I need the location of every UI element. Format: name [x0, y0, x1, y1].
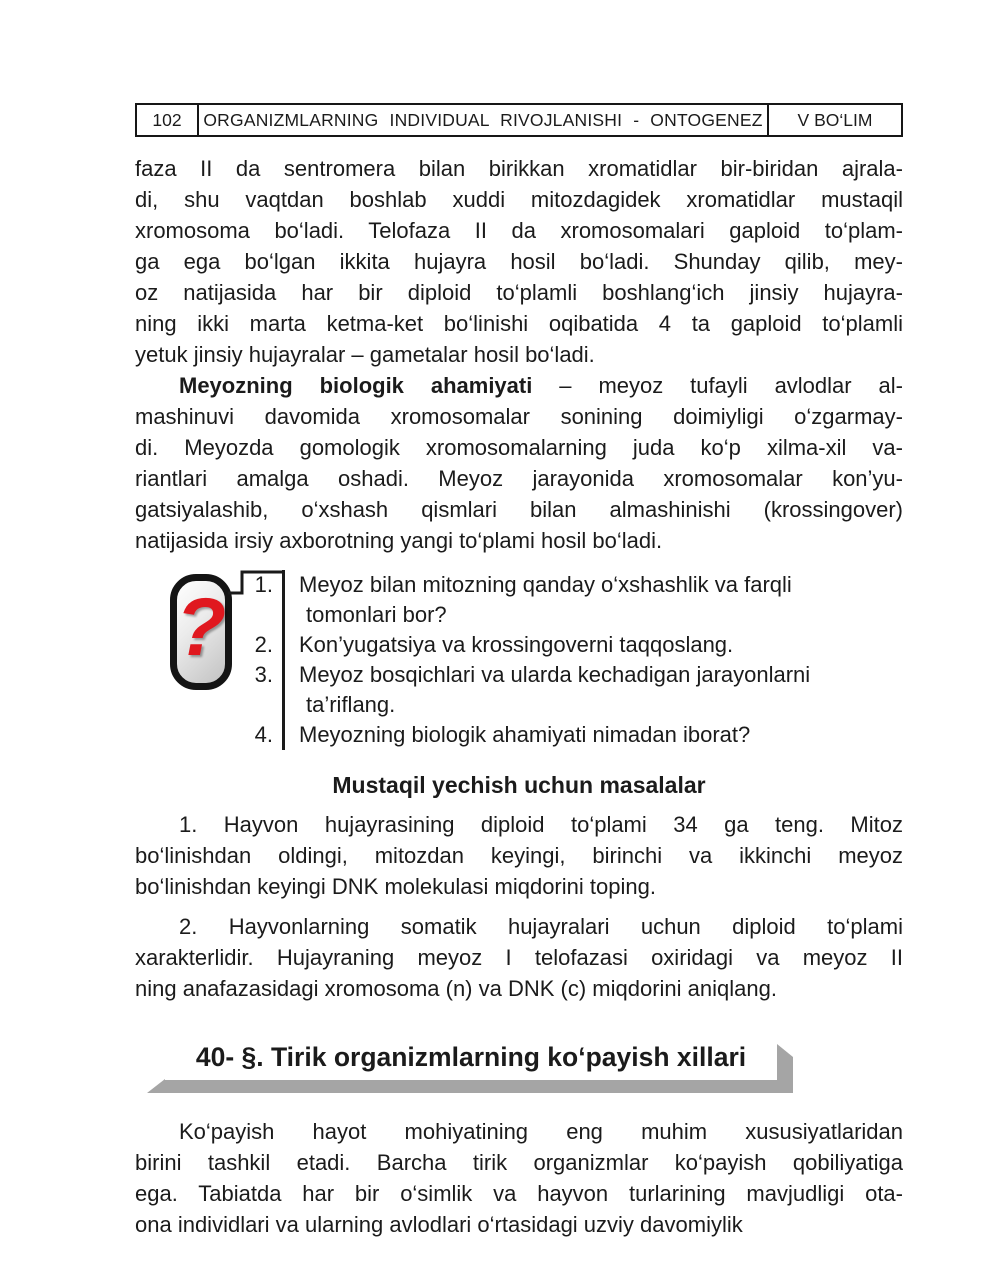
paragraph-biological-significance — [135, 370, 903, 556]
question-text — [282, 570, 903, 630]
text-line: mashinuvi davomida xromosomalar sonining doimiyligi o‘zgarmay- — [135, 404, 903, 429]
paragraph-meiosis-continuation — [135, 153, 903, 370]
questions-block — [170, 570, 903, 750]
text-line: oz natijasida har bir diploid to‘plamli boshlang‘ich jinsiy hujayra- — [135, 280, 903, 305]
question-item — [232, 570, 903, 630]
text-line: riantlari amalga oshadi. Meyoz jarayonida xromosomalar kon’yu- — [135, 466, 903, 491]
connector-line — [226, 570, 284, 598]
text-line: 2. Hayvonlarning somatik hujayralari uchun diploid to‘plami — [179, 914, 903, 939]
text-line: Meyozning biologik ahamiyati – meyoz tufayli avlodlar al- — [179, 373, 903, 398]
text-line: xromosoma bo‘ladi. Telofaza II da xromosomalari gaploid to‘plam- — [135, 218, 903, 243]
text-line: di. Meyozda gomologik xromosomalarning juda ko‘p xilma-xil va- — [135, 435, 903, 460]
text-line: gatsiyalashib, o‘xshash qismlari bilan almashinishi (krossingover) — [135, 497, 903, 522]
question-number: 4. — [254, 722, 273, 747]
section-banner-title: 40- §. Tirik organizmlarning ko‘payish xillari — [165, 1034, 777, 1080]
banner-shadow-right — [777, 1044, 793, 1093]
question-mark-glyph: ? — [175, 582, 227, 673]
text-line: di, shu vaqtdan boshlab xuddi mitozdagidek xromatidlar mustaqil — [135, 187, 903, 212]
text-line: bo‘linishdan oldingi, mitozdan keyingi, birinchi va ikkinchi meyoz — [135, 843, 903, 868]
text-line: bo‘linishdan keyingi DNK molekulasi miqdorini toping. — [135, 874, 656, 899]
question-text — [282, 630, 903, 660]
text-line: faza II da sentromera bilan birikkan xromatidlar bir-biridan ajrala- — [135, 156, 903, 181]
page-number: 102 — [137, 105, 199, 135]
banner-shadow-bottom — [147, 1079, 793, 1093]
paragraph-reproduction-intro — [135, 1116, 903, 1240]
text-line: 1. Hayvon hujayrasining diploid to‘plami 34 ga teng. Mitoz — [179, 812, 903, 837]
text-line: Meyoz bosqichlari va ularda kechadigan jarayonlarni — [299, 662, 811, 687]
text-line: ega. Tabiatda har bir o‘simlik va hayvon turlarining mavjudligi ota- — [135, 1181, 903, 1206]
problems-heading: Mustaqil yechish uchun masalalar — [332, 772, 706, 798]
problem-2 — [135, 911, 903, 1004]
chapter-title: ORGANIZMLARNING INDIVIDUAL RIVOJLANISHI - ONTOGENEZ — [203, 109, 763, 130]
question-list — [232, 570, 903, 750]
question-item — [232, 630, 903, 660]
question-number: 1. — [254, 572, 273, 597]
page-header — [135, 103, 903, 137]
text-line: Kon’yugatsiya va krossingoverni taqqoslang. — [299, 632, 734, 657]
section-banner — [165, 1034, 777, 1080]
text-line: yetuk jinsiy hujayralar – gametalar hosil bo‘ladi. — [135, 342, 595, 367]
text-line: natijasida irsiy axborotning yangi to‘plami hosil bo‘ladi. — [135, 528, 663, 553]
text-line: Ko‘payish hayot mohiyatining eng muhim xususiyatlaridan — [179, 1119, 903, 1144]
question-text — [282, 660, 903, 720]
text-line: ga ega bo‘lgan ikkita hujayra hosil bo‘ladi. Shunday qilib, mey- — [135, 249, 903, 274]
text-line: ning anafazasidagi xromosoma (n) va DNK (c) miqdorini aniqlang. — [135, 976, 777, 1001]
text-line: tomonlari bor? — [306, 602, 447, 627]
question-text — [282, 720, 903, 750]
text-line: ona individlari va ularning avlodlari o‘rtasidagi uzviy davomiylik — [135, 1212, 743, 1237]
question-item — [232, 660, 903, 720]
text-line: ning ikki marta ketma-ket bo‘linishi oqibatida 4 ta gaploid to‘plamli — [135, 311, 903, 336]
text-line: Meyozning biologik ahamiyati nimadan iborat? — [299, 722, 751, 747]
question-number: 2. — [254, 632, 273, 657]
question-mark-icon — [170, 574, 232, 690]
text-line: Meyoz bilan mitozning qanday o‘xshashlik va farqli — [299, 572, 792, 597]
text-line: ta’riflang. — [306, 692, 396, 717]
text-line: birini tashkil etadi. Barcha tirik organizmlar ko‘payish qobiliyatiga — [135, 1150, 903, 1175]
problem-1 — [135, 809, 903, 902]
question-number: 3. — [254, 662, 273, 687]
bold-lead-in: Meyozning biologik ahamiyati — [179, 373, 533, 398]
section-label: V BO‘LIM — [767, 105, 901, 135]
question-item — [232, 720, 903, 750]
text-line: xarakterlidir. Hujayraning meyoz I telofazasi oxiridagi va meyoz II — [135, 945, 903, 970]
